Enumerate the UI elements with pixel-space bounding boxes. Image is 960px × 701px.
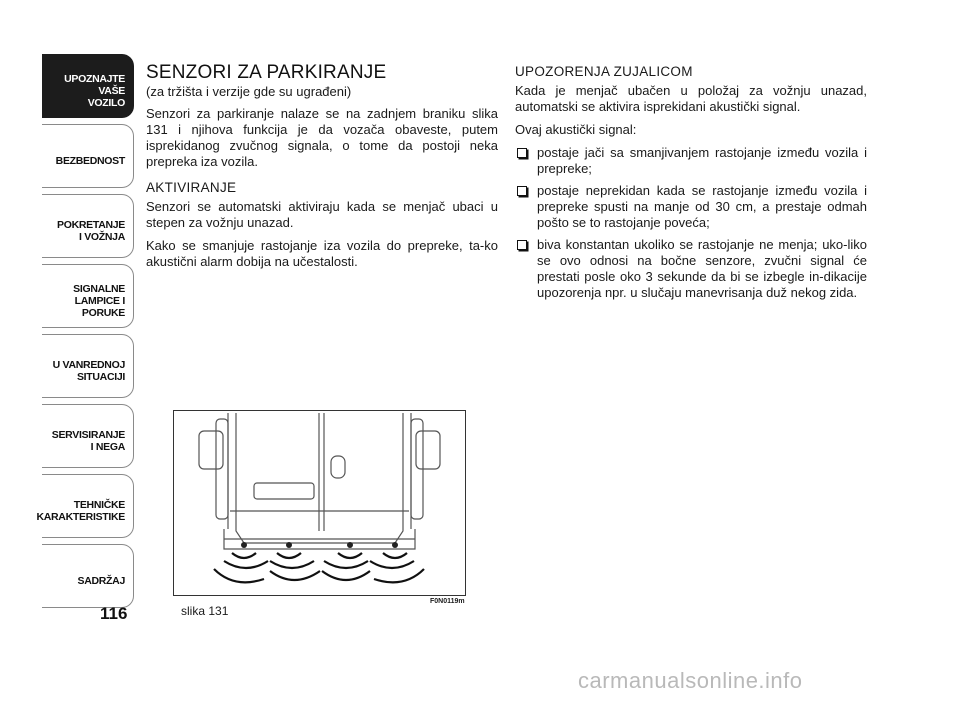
tab-label: SERVISIRANJE I NEGA xyxy=(51,429,125,453)
tab-sadrzaj[interactable] xyxy=(42,544,134,608)
section-subtitle: (za tržišta i verzije gde su ugrađeni) xyxy=(146,84,352,99)
list-item-text: postaje jači sa smanjivanjem rastojanje između vozila i prepreke; xyxy=(537,145,867,176)
sensor-range-arcs xyxy=(214,553,424,582)
tab-bezbednost[interactable] xyxy=(42,124,134,188)
list-item xyxy=(515,237,867,301)
activation-paragraph-1: Senzori se automatski aktiviraju kada se menjač ubaci u stepen za vožnju unazad. xyxy=(146,199,498,230)
tab-label: TEHNIČKE KARAKTERISTIKE xyxy=(36,499,125,523)
buzzer-paragraph-2: Ovaj akustički signal: xyxy=(515,122,637,137)
figure-caption: slika 131 xyxy=(181,604,229,618)
buzzer-paragraph-1: Kada je menjač ubačen u položaj za vožnju unazad, automatski se aktivira isprekidani akustički signal. xyxy=(515,83,867,114)
left-column xyxy=(146,62,498,277)
tab-label: U VANREDNOJ SITUACIJI xyxy=(52,359,125,383)
checkbox-bullet-icon xyxy=(517,148,527,158)
tab-u-vanrednoj-situaciji[interactable] xyxy=(42,334,134,398)
tab-signalne-lampice[interactable] xyxy=(42,264,134,328)
tab-upoznajte-vase-vozilo[interactable] xyxy=(42,54,134,118)
tab-label: POKRETANJE I VOŽNJA xyxy=(57,219,125,243)
checkbox-bullet-icon xyxy=(517,240,527,250)
buzzer-bullet-list xyxy=(515,145,867,301)
page-number: 116 xyxy=(100,604,128,623)
buzzer-heading: UPOZORENJA ZUJALICOM xyxy=(515,64,693,79)
watermark: carmanualsonline.info xyxy=(578,668,803,693)
section-title: SENZORI ZA PARKIRANJE xyxy=(146,62,387,83)
tab-label: SADRŽAJ xyxy=(77,575,125,587)
tab-tehnicke-karakteristike[interactable] xyxy=(36,474,134,538)
list-item-text: biva konstantan ukoliko se rastojanje ne menja; uko-liko se ovo odnosi na bočne senzore, zvučni signal će prestati posle oko 3 sekunde da bi se izbegle in-dikacije upozorenja npr. u slučaju manevrisanja duž nekog zida. xyxy=(537,237,867,300)
checkbox-bullet-icon xyxy=(517,186,527,196)
activation-heading: AKTIVIRANJE xyxy=(146,180,237,195)
intro-paragraph: Senzori za parkiranje nalaze se na zadnjem braniku slika 131 i njihova funkcija je da vozača obaveste, putem isprekidanog zvučnog signala, o tome da postoji neka prepreka iza vozila. xyxy=(146,106,498,169)
list-item xyxy=(515,145,867,177)
tab-label: SIGNALNE LAMPICE I PORUKE xyxy=(73,283,125,319)
tab-label: BEZBEDNOST xyxy=(55,155,125,167)
right-column xyxy=(515,62,867,307)
parking-sensors-figure xyxy=(173,410,466,596)
tab-pokretanje-i-voznja[interactable] xyxy=(42,194,134,258)
van-rear-illustration xyxy=(174,411,465,595)
tab-label: UPOZNAJTE VAŠE VOZILO xyxy=(64,73,125,109)
figure-code: F0N0119m xyxy=(430,598,465,605)
list-item xyxy=(515,183,867,231)
list-item-text: postaje neprekidan kada se rastojanje između vozila i prepreke spusti na manje od 30 cm, a prestaje odmah pošto se to rastojanje poveća; xyxy=(537,183,867,230)
tab-servisiranje-i-nega[interactable] xyxy=(42,404,134,468)
activation-paragraph-2: Kako se smanjuje rastojanje iza vozila do prepreke, ta-ko akustični alarm dobija na učestalosti. xyxy=(146,238,498,269)
